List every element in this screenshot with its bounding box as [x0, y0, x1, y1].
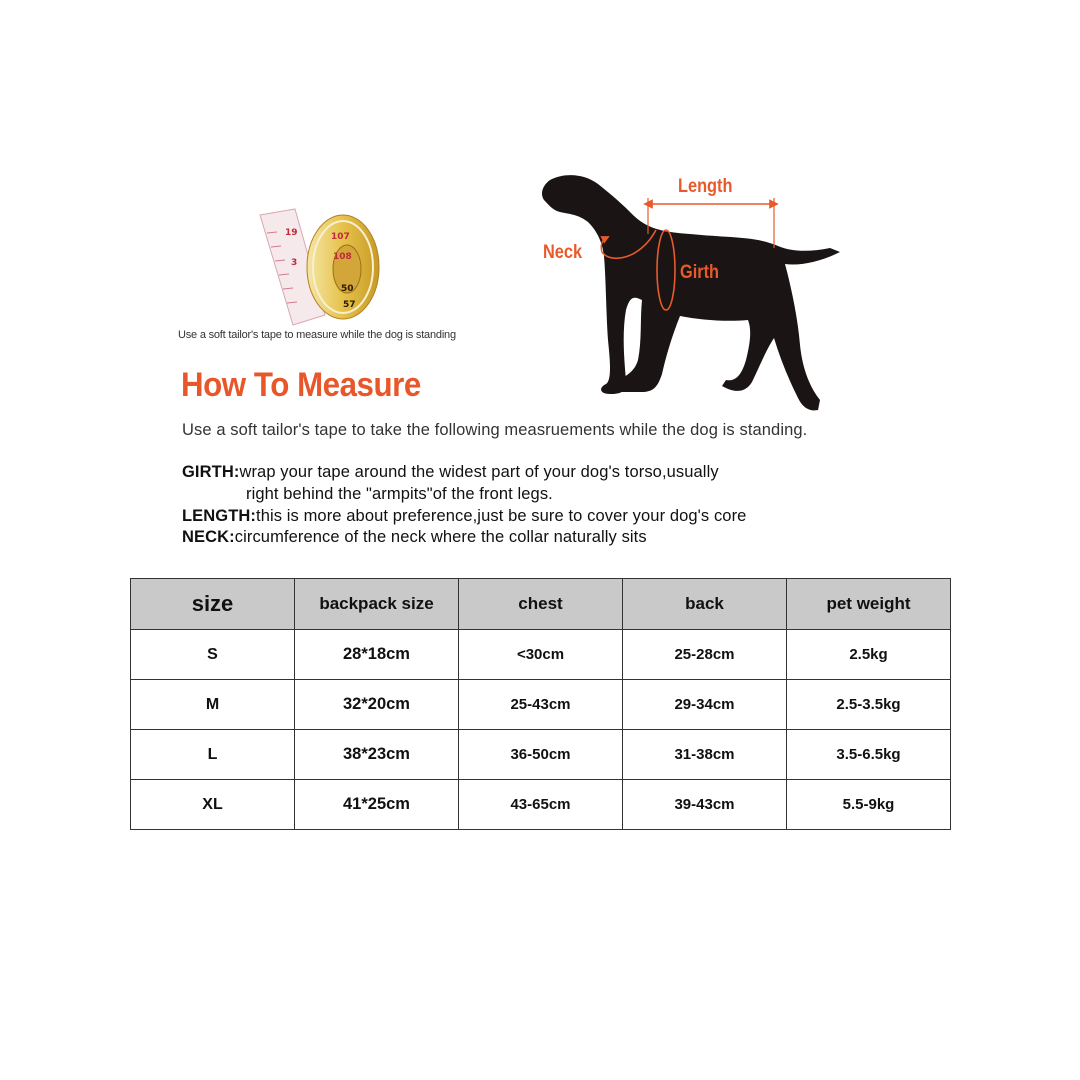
- cell-backpack-size: 28*18cm: [295, 630, 459, 680]
- cell-backpack-size: 32*20cm: [295, 680, 459, 730]
- cell-pet-weight: 2.5kg: [787, 630, 951, 680]
- neck-definition: [182, 528, 647, 547]
- cell-pet-weight: 2.5-3.5kg: [787, 680, 951, 730]
- tape-caption: Use a soft tailor's tape to measure while the dog is standing: [178, 329, 456, 341]
- size-table: [130, 578, 951, 830]
- girth-text: wrap your tape around the widest part of your dog's torso,usually: [239, 463, 719, 481]
- intro-text: Use a soft tailor's tape to take the following measruements while the dog is standing.: [182, 421, 808, 439]
- svg-text:19: 19: [285, 228, 298, 238]
- header-pet-weight: pet weight: [787, 579, 951, 630]
- cell-chest: 25-43cm: [459, 680, 623, 730]
- tape-measure-icon: [255, 205, 385, 330]
- cell-size: L: [131, 730, 295, 780]
- dog-silhouette-icon: [530, 160, 860, 420]
- neck-term: NECK:: [182, 528, 235, 546]
- svg-text:108: 108: [333, 252, 352, 262]
- header-size: size: [131, 579, 295, 630]
- table-row: [131, 630, 951, 680]
- cell-pet-weight: 3.5-6.5kg: [787, 730, 951, 780]
- cell-pet-weight: 5.5-9kg: [787, 780, 951, 830]
- header-backpack-size: backpack size: [295, 579, 459, 630]
- girth-label: Girth: [680, 262, 720, 283]
- svg-text:50: 50: [341, 284, 354, 294]
- length-definition: [182, 507, 746, 526]
- cell-back: 29-34cm: [623, 680, 787, 730]
- girth-definition-cont: right behind the "armpits"of the front legs.: [246, 485, 553, 503]
- neck-label: Neck: [543, 242, 583, 263]
- svg-text:57: 57: [343, 300, 356, 310]
- cell-back: 39-43cm: [623, 780, 787, 830]
- cell-chest: 36-50cm: [459, 730, 623, 780]
- svg-text:3: 3: [291, 258, 298, 268]
- girth-definition: [182, 463, 719, 482]
- header-back: back: [623, 579, 787, 630]
- cell-chest: <30cm: [459, 630, 623, 680]
- table-row: [131, 730, 951, 780]
- length-term: LENGTH:: [182, 507, 257, 525]
- table-row: [131, 780, 951, 830]
- neck-text: circumference of the neck where the collar naturally sits: [234, 528, 647, 546]
- cell-backpack-size: 41*25cm: [295, 780, 459, 830]
- cell-size: S: [131, 630, 295, 680]
- page-title: How To Measure: [181, 366, 421, 404]
- girth-term: GIRTH:: [182, 463, 240, 481]
- cell-back: 31-38cm: [623, 730, 787, 780]
- cell-size: XL: [131, 780, 295, 830]
- cell-backpack-size: 38*23cm: [295, 730, 459, 780]
- length-label: Length: [678, 176, 733, 197]
- table-row: [131, 680, 951, 730]
- table-header-row: [131, 579, 951, 630]
- cell-chest: 43-65cm: [459, 780, 623, 830]
- cell-size: M: [131, 680, 295, 730]
- header-chest: chest: [459, 579, 623, 630]
- svg-text:107: 107: [331, 232, 350, 242]
- cell-back: 25-28cm: [623, 630, 787, 680]
- length-text: this is more about preference,just be sure to cover your dog's core: [256, 507, 747, 525]
